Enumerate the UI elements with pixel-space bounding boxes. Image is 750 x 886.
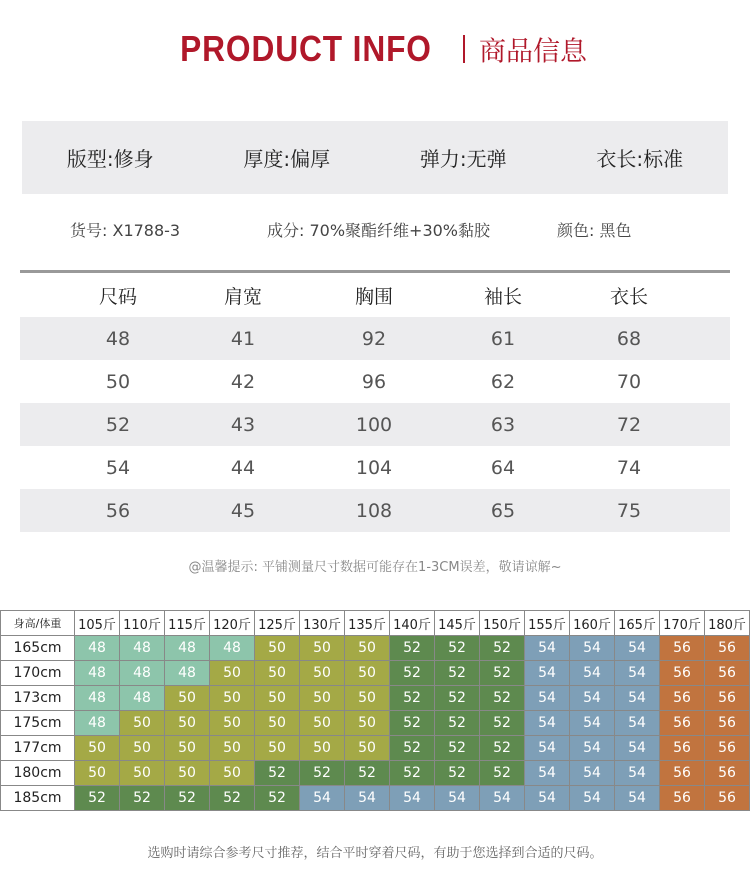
- measurement-tip: @温馨提示: 平铺测量尺寸数据可能存在1-3CM误差，敬请谅解~: [188, 560, 562, 575]
- table-cell: 54: [105, 456, 131, 479]
- table-cell: 70: [616, 370, 642, 393]
- size-cell: 52: [480, 636, 525, 661]
- size-cell: 52: [480, 686, 525, 711]
- size-cell: 52: [480, 661, 525, 686]
- title-en: PRODUCT INFO: [180, 28, 432, 69]
- weight-header: 160斤: [570, 611, 615, 636]
- spec-length: 衣长:标准: [596, 147, 684, 171]
- spec-fit: 版型:修身: [66, 147, 154, 171]
- header-cell: 胸围: [354, 285, 393, 308]
- grid-row: [1, 761, 750, 786]
- weight-header: 125斤: [255, 611, 300, 636]
- table-cell: 52: [105, 413, 131, 436]
- size-cell: 48: [75, 661, 120, 686]
- weight-header: 130斤: [300, 611, 345, 636]
- size-cell: 50: [165, 711, 210, 736]
- grid-row: [1, 686, 750, 711]
- weight-header: 105斤: [75, 611, 120, 636]
- header-cell: 袖长: [483, 285, 522, 308]
- size-cell: 54: [615, 736, 660, 761]
- weight-header: 150斤: [480, 611, 525, 636]
- size-cell: 52: [120, 786, 165, 811]
- weight-header: 165斤: [615, 611, 660, 636]
- product-meta: [0, 216, 750, 242]
- size-cell: 50: [210, 686, 255, 711]
- size-cell: 50: [210, 711, 255, 736]
- size-cell: 56: [705, 786, 750, 811]
- size-cell: 56: [705, 711, 750, 736]
- item-number: 货号: X1788-3: [70, 221, 181, 240]
- weight-header: 110斤: [120, 611, 165, 636]
- size-cell: 54: [615, 661, 660, 686]
- size-cell: 50: [345, 711, 390, 736]
- table-cell: 56: [105, 499, 131, 522]
- grid-row: [1, 636, 750, 661]
- table-row: [20, 360, 730, 403]
- table-cell: 68: [616, 327, 642, 350]
- grid-row: [1, 736, 750, 761]
- table-cell: 100: [355, 413, 393, 436]
- size-cell: 50: [300, 736, 345, 761]
- size-cell: 56: [705, 761, 750, 786]
- size-cell: 50: [120, 736, 165, 761]
- header-cell: 衣长: [609, 285, 648, 308]
- size-cell: 52: [435, 761, 480, 786]
- size-cell: 56: [660, 686, 705, 711]
- spec-elasticity: 弹力:无弹: [419, 147, 507, 171]
- size-cell: 50: [300, 636, 345, 661]
- size-cell: 56: [705, 686, 750, 711]
- table-cell: 42: [230, 370, 256, 393]
- size-cell: 48: [75, 686, 120, 711]
- size-cell: 54: [525, 661, 570, 686]
- size-cell: 54: [480, 786, 525, 811]
- size-cell: 52: [165, 786, 210, 811]
- size-cell: 52: [390, 736, 435, 761]
- table-row: [20, 489, 730, 532]
- table-cell: 44: [230, 456, 256, 479]
- page-header: [0, 28, 750, 72]
- table-row: [20, 317, 730, 360]
- size-cell: 54: [570, 761, 615, 786]
- material: 成分: 70%聚酯纤维+30%黏胶: [267, 221, 491, 240]
- size-cell: 48: [165, 661, 210, 686]
- size-cell: 52: [345, 761, 390, 786]
- table-cell: 41: [230, 327, 256, 350]
- table-cell: 104: [355, 456, 393, 479]
- size-cell: 50: [345, 636, 390, 661]
- size-recommendation-grid: [0, 610, 750, 811]
- table-cell: 65: [490, 499, 516, 522]
- size-cell: 50: [165, 761, 210, 786]
- table-cell: 75: [616, 499, 642, 522]
- size-cell: 56: [660, 736, 705, 761]
- size-cell: 56: [660, 661, 705, 686]
- size-cell: 50: [300, 686, 345, 711]
- weight-header: 170斤: [660, 611, 705, 636]
- weight-header: 155斤: [525, 611, 570, 636]
- height-header: 180cm: [1, 761, 75, 786]
- size-cell: 48: [75, 711, 120, 736]
- spec-thickness: 厚度:偏厚: [243, 147, 331, 171]
- table-cell: 61: [490, 327, 516, 350]
- size-cell: 54: [570, 661, 615, 686]
- size-cell: 52: [480, 761, 525, 786]
- size-cell: 54: [435, 786, 480, 811]
- size-cell: 56: [660, 636, 705, 661]
- size-cell: 50: [255, 736, 300, 761]
- weight-header: 115斤: [165, 611, 210, 636]
- header-cell: 肩宽: [223, 285, 262, 308]
- size-cell: 50: [255, 661, 300, 686]
- size-cell: 48: [120, 636, 165, 661]
- size-cell: 52: [435, 636, 480, 661]
- table-cell: 43: [230, 413, 256, 436]
- size-cell: 54: [615, 761, 660, 786]
- size-cell: 54: [615, 786, 660, 811]
- title-divider: [463, 35, 465, 63]
- height-header: 175cm: [1, 711, 75, 736]
- table-cell: 92: [361, 327, 387, 350]
- weight-header: 135斤: [345, 611, 390, 636]
- size-cell: 52: [390, 636, 435, 661]
- size-cell: 50: [75, 736, 120, 761]
- table-cell: 108: [355, 499, 393, 522]
- size-cell: 50: [210, 661, 255, 686]
- height-header: 165cm: [1, 636, 75, 661]
- grid-corner-label: 身高/体重: [1, 611, 75, 636]
- size-cell: 52: [210, 786, 255, 811]
- size-cell: 52: [435, 736, 480, 761]
- size-cell: 52: [480, 711, 525, 736]
- size-cell: 54: [345, 786, 390, 811]
- size-cell: 50: [300, 711, 345, 736]
- size-cell: 56: [705, 661, 750, 686]
- size-cell: 54: [525, 786, 570, 811]
- weight-header: 180斤: [705, 611, 750, 636]
- size-cell: 50: [120, 711, 165, 736]
- size-cell: 52: [390, 661, 435, 686]
- grid-row: [1, 711, 750, 736]
- size-cell: 52: [390, 686, 435, 711]
- weight-header: 140斤: [390, 611, 435, 636]
- size-cell: 54: [615, 686, 660, 711]
- grid-row: [1, 786, 750, 811]
- size-cell: 50: [255, 686, 300, 711]
- table-cell: 74: [616, 456, 642, 479]
- size-cell: 50: [210, 736, 255, 761]
- size-cell: 52: [480, 736, 525, 761]
- size-cell: 48: [120, 686, 165, 711]
- table-body: [20, 317, 730, 532]
- size-cell: 52: [435, 711, 480, 736]
- size-cell: 54: [615, 636, 660, 661]
- size-cell: 52: [300, 761, 345, 786]
- size-cell: 52: [255, 761, 300, 786]
- table-row: [20, 403, 730, 446]
- size-cell: 50: [255, 711, 300, 736]
- size-cell: 48: [165, 636, 210, 661]
- size-cell: 48: [120, 661, 165, 686]
- table-header-row: [20, 273, 730, 317]
- size-cell: 54: [525, 736, 570, 761]
- table-cell: 72: [616, 413, 642, 436]
- table-cell: 45: [230, 499, 256, 522]
- size-cell: 54: [525, 636, 570, 661]
- weight-header: 120斤: [210, 611, 255, 636]
- size-cell: 50: [255, 636, 300, 661]
- size-cell: 56: [660, 786, 705, 811]
- size-cell: 50: [345, 661, 390, 686]
- table-cell: 62: [490, 370, 516, 393]
- weight-header: 145斤: [435, 611, 480, 636]
- size-cell: 50: [345, 736, 390, 761]
- size-cell: 52: [390, 711, 435, 736]
- size-cell: 56: [705, 636, 750, 661]
- table-cell: 64: [490, 456, 516, 479]
- size-cell: 54: [390, 786, 435, 811]
- size-cell: 54: [615, 711, 660, 736]
- size-cell: 50: [120, 761, 165, 786]
- size-cell: 54: [570, 736, 615, 761]
- size-cell: 52: [435, 661, 480, 686]
- size-cell: 54: [570, 711, 615, 736]
- size-cell: 50: [75, 761, 120, 786]
- size-cell: 50: [345, 686, 390, 711]
- size-cell: 54: [570, 636, 615, 661]
- height-header: 173cm: [1, 686, 75, 711]
- size-cell: 48: [75, 636, 120, 661]
- table-cell: 50: [105, 370, 131, 393]
- size-cell: 50: [300, 661, 345, 686]
- header-cell: 尺码: [98, 285, 137, 308]
- size-cell: 50: [165, 686, 210, 711]
- grid-row: [1, 661, 750, 686]
- size-cell: 56: [660, 761, 705, 786]
- size-cell: 52: [255, 786, 300, 811]
- height-header: 170cm: [1, 661, 75, 686]
- title-cn: 商品信息: [479, 36, 587, 68]
- height-header: 177cm: [1, 736, 75, 761]
- spec-bar: [22, 121, 728, 194]
- size-cell: 54: [525, 761, 570, 786]
- size-cell: 56: [705, 736, 750, 761]
- grid-header-row: [1, 611, 750, 636]
- size-cell: 52: [435, 686, 480, 711]
- table-cell: 63: [490, 413, 516, 436]
- size-cell: 54: [570, 786, 615, 811]
- size-cell: 48: [210, 636, 255, 661]
- table-cell: 96: [361, 370, 387, 393]
- table-row: [20, 446, 730, 489]
- size-cell: 52: [75, 786, 120, 811]
- height-header: 185cm: [1, 786, 75, 811]
- color: 颜色: 黑色: [557, 221, 632, 240]
- footer-note: 选购时请综合参考尺寸推荐，结合平时穿着尺码，有助于您选择到合适的尺码。: [147, 846, 603, 861]
- table-cell: 48: [105, 327, 131, 350]
- size-cell: 50: [210, 761, 255, 786]
- size-cell: 54: [525, 711, 570, 736]
- size-table: [20, 270, 730, 532]
- size-cell: 50: [165, 736, 210, 761]
- size-cell: 52: [390, 761, 435, 786]
- size-cell: 56: [660, 711, 705, 736]
- size-cell: 54: [300, 786, 345, 811]
- size-cell: 54: [570, 686, 615, 711]
- size-cell: 54: [525, 686, 570, 711]
